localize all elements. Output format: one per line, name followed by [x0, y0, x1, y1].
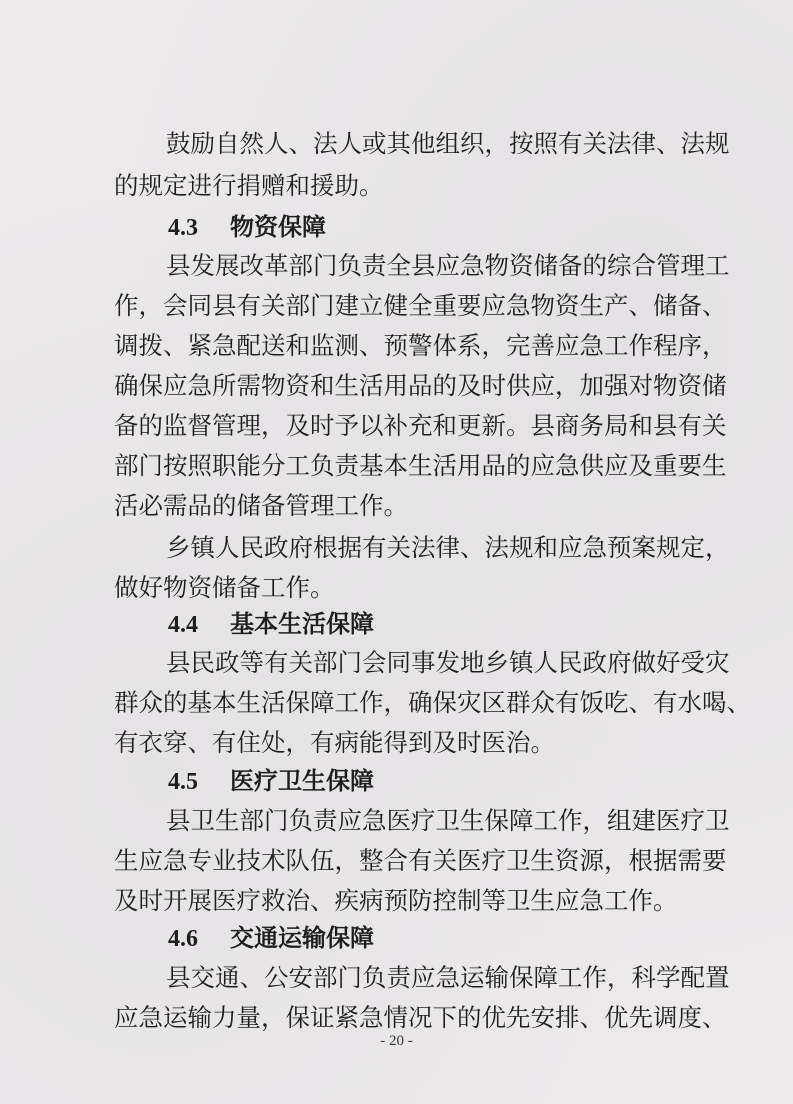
section-title: 物资保障: [230, 212, 326, 241]
paragraph-line: 调拨、紧急配送和监测、预警体系，完善应急工作程序，: [114, 331, 727, 360]
section-heading-4-6: [168, 921, 374, 956]
section-number: 4.4: [168, 612, 198, 638]
paragraph-line: 应急运输力量，保证紧急情况下的优先安排、优先调度、: [114, 1003, 727, 1032]
paragraph-line: 生应急专业技术队伍，整合有关医疗卫生资源，根据需要: [114, 846, 727, 875]
paragraph-line: 作，会同县有关部门建立健全重要应急物资生产、储备、: [114, 291, 727, 320]
paragraph-line: 及时开展医疗救治、疾病预防控制等卫生应急工作。: [114, 886, 678, 915]
section-title: 医疗卫生保障: [230, 766, 374, 795]
paragraph-line: 鼓励自然人、法人或其他组织，按照有关法律、法规: [166, 129, 730, 158]
paragraph-line: 的规定进行捐赠和援助。: [114, 171, 384, 200]
paragraph-line: 县民政等有关部门会同事发地乡镇人民政府做好受灾: [166, 648, 730, 677]
paragraph-line: 乡镇人民政府根据有关法律、法规和应急预案规定，: [166, 533, 730, 562]
section-heading-4-4: [168, 607, 374, 642]
section-number: 4.5: [168, 769, 198, 795]
paragraph-line: 有衣穿、有住处，有病能得到及时医治。: [114, 728, 555, 757]
section-heading-4-5: [168, 764, 374, 799]
section-title: 交通运输保障: [230, 923, 374, 952]
paragraph-line: 备的监督管理，及时予以补充和更新。县商务局和县有关: [114, 411, 727, 440]
paragraph-line: 县交通、公安部门负责应急运输保障工作，科学配置: [166, 963, 730, 992]
paragraph-line: 活必需品的储备管理工作。: [114, 491, 408, 520]
paragraph-line: 部门按照职能分工负责基本生活用品的应急供应及重要生: [114, 451, 727, 480]
paragraph-line: 做好物资储备工作。: [114, 573, 335, 602]
section-heading-4-3: [168, 210, 326, 245]
paragraph-line: 县卫生部门负责应急医疗卫生保障工作，组建医疗卫: [166, 806, 730, 835]
paragraph-line: 群众的基本生活保障工作，确保灾区群众有饭吃、有水喝、: [114, 688, 751, 717]
paragraph-line: 县发展改革部门负责全县应急物资储备的综合管理工: [166, 251, 730, 280]
page-number: - 20 -: [380, 1033, 413, 1049]
section-number: 4.3: [168, 215, 198, 241]
paragraph-line: 确保应急所需物资和生活用品的及时供应，加强对物资储: [114, 371, 727, 400]
section-title: 基本生活保障: [230, 609, 374, 638]
section-number: 4.6: [168, 926, 198, 952]
